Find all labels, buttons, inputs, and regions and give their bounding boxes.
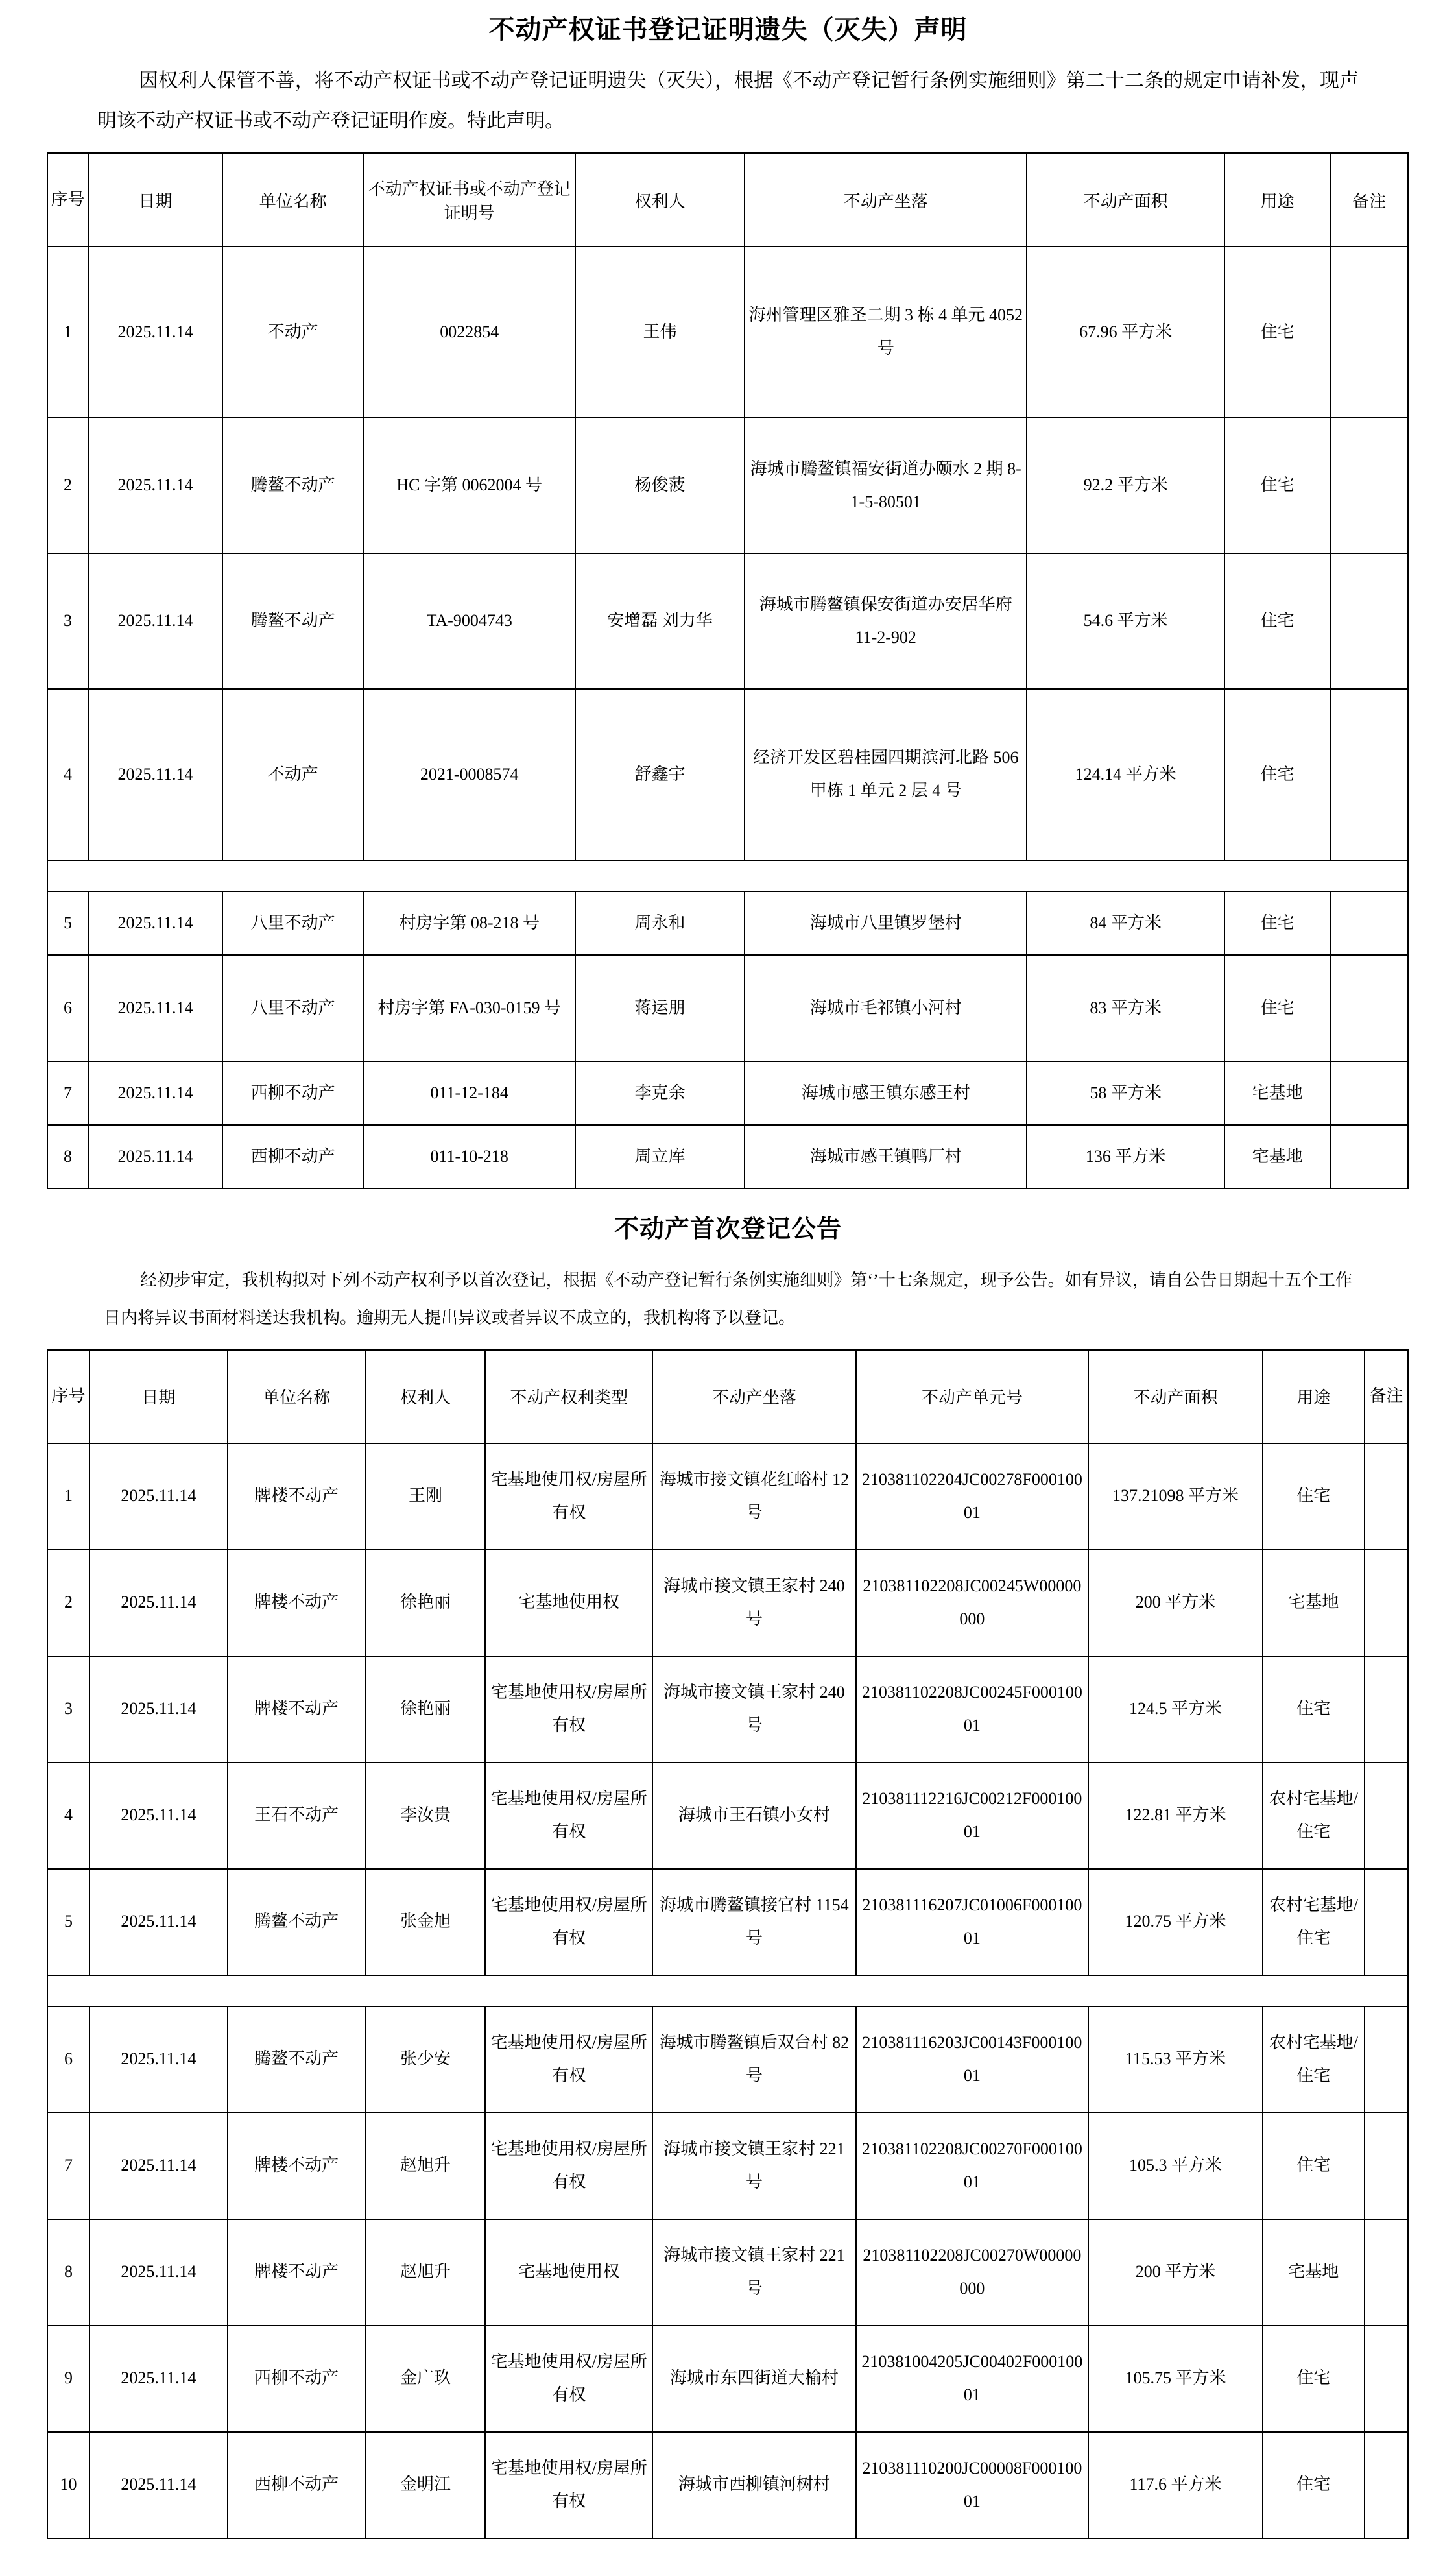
cell-unit-number: 210381116203JC00143F00010001 (856, 2006, 1088, 2113)
cell-right-type: 宅基地使用权/房屋所有权 (485, 2326, 652, 2432)
cell-remark (1365, 1656, 1408, 1763)
cell-date: 2025.11.14 (90, 2113, 228, 2219)
cell-owner: 李克余 (575, 1061, 745, 1125)
announcement-table (47, 1349, 1409, 2539)
declaration-table-body (47, 247, 1408, 1188)
cell-area: 67.96 平方米 (1027, 247, 1224, 418)
cell-area: 105.75 平方米 (1088, 2326, 1263, 2432)
table-header-row (47, 1350, 1408, 1443)
cell-remark (1330, 689, 1408, 860)
table-row (47, 1125, 1408, 1188)
cell-owner: 赵旭升 (366, 2113, 486, 2219)
cell-date: 2025.11.14 (90, 2219, 228, 2326)
cell-serial-number: 8 (47, 2219, 90, 2326)
cell-location: 海城市八里镇罗堡村 (745, 891, 1027, 955)
table-row (47, 418, 1408, 553)
cell-unit-name: 腾鳌不动产 (222, 418, 364, 553)
cell-serial-number: 6 (47, 955, 88, 1061)
cell-unit-name: 西柳不动产 (222, 1061, 364, 1125)
cell-right-type: 宅基地使用权 (485, 2219, 652, 2326)
header-certificate-number: 不动产权证书或不动产登记证明号 (363, 153, 575, 247)
cell-serial-number: 5 (47, 1869, 90, 1975)
cell-location: 经济开发区碧桂园四期滨河北路 506 甲栋 1 单元 2 层 4 号 (745, 689, 1027, 860)
cell-serial-number: 1 (47, 1443, 90, 1550)
table-row (47, 955, 1408, 1061)
cell-owner: 王伟 (575, 247, 745, 418)
announcement-table-body (47, 1443, 1408, 2538)
cell-area: 124.14 平方米 (1027, 689, 1224, 860)
cell-area: 200 平方米 (1088, 1550, 1263, 1656)
cell-owner: 张少安 (366, 2006, 486, 2113)
cell-owner: 金广玖 (366, 2326, 486, 2432)
cell-unit-number: 210381102208JC00270F00010001 (856, 2113, 1088, 2219)
cell-unit-name: 牌楼不动产 (228, 1550, 366, 1656)
cell-serial-number: 9 (47, 2326, 90, 2432)
table-row (47, 1763, 1408, 1869)
table-row (47, 2326, 1408, 2432)
cell-certificate-number: 村房字第 08-218 号 (363, 891, 575, 955)
declaration-table (47, 152, 1409, 1189)
table-row (47, 2113, 1408, 2219)
cell-remark (1330, 553, 1408, 689)
cell-unit-name: 腾鳌不动产 (228, 1869, 366, 1975)
cell-use: 住宅 (1263, 2432, 1365, 2538)
cell-date: 2025.11.14 (88, 689, 222, 860)
cell-area: 120.75 平方米 (1088, 1869, 1263, 1975)
cell-serial-number: 10 (47, 2432, 90, 2538)
table-row (47, 689, 1408, 860)
cell-right-type: 宅基地使用权 (485, 1550, 652, 1656)
cell-location: 海城市接文镇王家村 221 号 (652, 2219, 856, 2326)
cell-certificate-number: 011-12-184 (363, 1061, 575, 1125)
cell-use: 住宅 (1263, 2326, 1365, 2432)
announcement-paragraph: 经初步审定，我机构拟对下列不动产权利予以首次登记，根据《不动产登记暂行条例实施细则》第‘’十七条规定，现予公告。如有异议，请自公告日期起十五个工作日内将异议书面材料送达我机构。逾期无人提出异议或者异议不成立的，我机构将予以登记。 (104, 1270, 1352, 1328)
cell-area: 136 平方米 (1027, 1125, 1224, 1188)
announcement-table-wrap (47, 1349, 1409, 2539)
cell-location: 海城市接文镇王家村 240 号 (652, 1656, 856, 1763)
cell-date: 2025.11.14 (90, 1763, 228, 1869)
cell-use: 住宅 (1224, 891, 1330, 955)
cell-use: 住宅 (1263, 1443, 1365, 1550)
cell-certificate-number: 0022854 (363, 247, 575, 418)
header-unit-number: 不动产单元号 (856, 1350, 1088, 1443)
cell-date: 2025.11.14 (90, 2432, 228, 2538)
cell-remark (1330, 247, 1408, 418)
cell-right-type: 宅基地使用权/房屋所有权 (485, 1763, 652, 1869)
cell-unit-name: 腾鳌不动产 (222, 553, 364, 689)
cell-date: 2025.11.14 (90, 2006, 228, 2113)
cell-serial-number: 4 (47, 689, 88, 860)
declaration-table-head (47, 153, 1408, 247)
cell-owner: 周立库 (575, 1125, 745, 1188)
cell-certificate-number: TA-9004743 (363, 553, 575, 689)
cell-owner: 徐艳丽 (366, 1550, 486, 1656)
header-serial-number: 序号 (47, 1350, 90, 1443)
cell-use: 住宅 (1224, 247, 1330, 418)
cell-location: 海城市接文镇王家村 240 号 (652, 1550, 856, 1656)
table-row (47, 553, 1408, 689)
cell-remark (1365, 2432, 1408, 2538)
cell-owner: 王刚 (366, 1443, 486, 1550)
table-header-row (47, 153, 1408, 247)
cell-right-type: 宅基地使用权/房屋所有权 (485, 2006, 652, 2113)
cell-remark (1365, 2006, 1408, 2113)
cell-date: 2025.11.14 (90, 1656, 228, 1763)
cell-serial-number: 4 (47, 1763, 90, 1869)
cell-owner: 金明江 (366, 2432, 486, 2538)
cell-use: 住宅 (1224, 689, 1330, 860)
cell-unit-name: 八里不动产 (222, 891, 364, 955)
cell-owner: 周永和 (575, 891, 745, 955)
cell-use: 宅基地 (1224, 1125, 1330, 1188)
cell-owner: 徐艳丽 (366, 1656, 486, 1763)
cell-serial-number: 7 (47, 1061, 88, 1125)
cell-certificate-number: 村房字第 FA-030-0159 号 (363, 955, 575, 1061)
cell-unit-name: 八里不动产 (222, 955, 364, 1061)
cell-certificate-number: 011-10-218 (363, 1125, 575, 1188)
cell-right-type: 宅基地使用权/房屋所有权 (485, 1443, 652, 1550)
cell-owner: 杨俊菠 (575, 418, 745, 553)
cell-area: 84 平方米 (1027, 891, 1224, 955)
cell-remark (1330, 891, 1408, 955)
cell-unit-number: 210381102208JC00245W00000000 (856, 1550, 1088, 1656)
cell-location: 海城市接文镇王家村 221 号 (652, 2113, 856, 2219)
table-row (47, 1656, 1408, 1763)
table-row (47, 1443, 1408, 1550)
cell-location: 海城市感王镇东感王村 (745, 1061, 1027, 1125)
cell-date: 2025.11.14 (90, 1443, 228, 1550)
cell-area: 105.3 平方米 (1088, 2113, 1263, 2219)
cell-right-type: 宅基地使用权/房屋所有权 (485, 1656, 652, 1763)
cell-location: 海城市东四街道大榆村 (652, 2326, 856, 2432)
cell-remark (1330, 955, 1408, 1061)
cell-owner: 张金旭 (366, 1869, 486, 1975)
cell-unit-number: 210381102208JC00245F00010001 (856, 1656, 1088, 1763)
cell-owner: 李汝贵 (366, 1763, 486, 1869)
cell-date: 2025.11.14 (88, 553, 222, 689)
table-row (47, 2432, 1408, 2538)
cell-remark (1365, 1869, 1408, 1975)
cell-unit-name: 西柳不动产 (228, 2432, 366, 2538)
header-owner: 权利人 (366, 1350, 486, 1443)
cell-location: 海城市接文镇花红峪村 12 号 (652, 1443, 856, 1550)
cell-location: 海州管理区雅圣二期 3 栋 4 单元 4052 号 (745, 247, 1027, 418)
cell-date: 2025.11.14 (88, 1061, 222, 1125)
table-row (47, 891, 1408, 955)
table-row (47, 2219, 1408, 2326)
cell-date: 2025.11.14 (88, 418, 222, 553)
cell-location: 海城市腾鳌镇后双台村 82 号 (652, 2006, 856, 2113)
cell-unit-name: 王石不动产 (228, 1763, 366, 1869)
cell-location: 海城市感王镇鸭厂村 (745, 1125, 1027, 1188)
cell-area: 137.21098 平方米 (1088, 1443, 1263, 1550)
cell-serial-number: 3 (47, 553, 88, 689)
cell-date: 2025.11.14 (88, 247, 222, 418)
cell-unit-number: 210381110200JC00008F00010001 (856, 2432, 1088, 2538)
cell-serial-number: 2 (47, 418, 88, 553)
cell-certificate-number: HC 字第 0062004 号 (363, 418, 575, 553)
cell-area: 83 平方米 (1027, 955, 1224, 1061)
cell-use: 宅基地 (1263, 1550, 1365, 1656)
cell-area: 115.53 平方米 (1088, 2006, 1263, 2113)
cell-unit-name: 西柳不动产 (222, 1125, 364, 1188)
cell-unit-name: 牌楼不动产 (228, 2219, 366, 2326)
table-row (47, 2006, 1408, 2113)
cell-use: 宅基地 (1224, 1061, 1330, 1125)
header-use: 用途 (1263, 1350, 1365, 1443)
cell-owner: 舒鑫宇 (575, 689, 745, 860)
cell-use: 住宅 (1224, 553, 1330, 689)
cell-serial-number: 1 (47, 247, 88, 418)
header-remark: 备注 (1330, 153, 1408, 247)
cell-unit-name: 不动产 (222, 247, 364, 418)
cell-area: 58 平方米 (1027, 1061, 1224, 1125)
cell-location: 海城市腾鳌镇保安街道办安居华府 11-2-902 (745, 553, 1027, 689)
cell-serial-number: 3 (47, 1656, 90, 1763)
cell-unit-name: 牌楼不动产 (228, 2113, 366, 2219)
cell-area: 92.2 平方米 (1027, 418, 1224, 553)
cell-remark (1330, 418, 1408, 553)
table-row (47, 1869, 1408, 1975)
cell-unit-number: 210381004205JC00402F00010001 (856, 2326, 1088, 2432)
cell-remark (1365, 1443, 1408, 1550)
cell-area: 122.81 平方米 (1088, 1763, 1263, 1869)
table-page-break-gap (47, 860, 1408, 891)
declaration-paragraph: 因权利人保管不善，将不动产权证书或不动产登记证明遗失（灭失），根据《不动产登记暂行条例实施细则》第二十二条的规定申请补发，现声明该不动产权证书或不动产登记证明作废。特此声明。 (97, 70, 1359, 132)
cell-location: 海城市腾鳌镇福安街道办颐水 2 期 8-1-5-80501 (745, 418, 1027, 553)
header-unit-name: 单位名称 (222, 153, 364, 247)
cell-serial-number: 2 (47, 1550, 90, 1656)
cell-unit-name: 西柳不动产 (228, 2326, 366, 2432)
cell-serial-number: 6 (47, 2006, 90, 2113)
header-location: 不动产坐落 (745, 153, 1027, 247)
cell-date: 2025.11.14 (90, 2326, 228, 2432)
cell-unit-number: 210381102208JC00270W00000000 (856, 2219, 1088, 2326)
header-right-type: 不动产权利类型 (485, 1350, 652, 1443)
cell-location: 海城市腾鳌镇接官村 1154 号 (652, 1869, 856, 1975)
cell-remark (1365, 2219, 1408, 2326)
cell-date: 2025.11.14 (88, 955, 222, 1061)
cell-owner: 赵旭升 (366, 2219, 486, 2326)
cell-serial-number: 8 (47, 1125, 88, 1188)
cell-use: 农村宅基地/住宅 (1263, 1763, 1365, 1869)
cell-unit-name: 不动产 (222, 689, 364, 860)
cell-certificate-number: 2021-0008574 (363, 689, 575, 860)
cell-location: 海城市西柳镇河树村 (652, 2432, 856, 2538)
cell-area: 54.6 平方米 (1027, 553, 1224, 689)
header-area: 不动产面积 (1027, 153, 1224, 247)
cell-remark (1365, 1550, 1408, 1656)
cell-unit-number: 210381116207JC01006F00010001 (856, 1869, 1088, 1975)
header-owner: 权利人 (575, 153, 745, 247)
cell-use: 住宅 (1263, 2113, 1365, 2219)
cell-unit-number: 210381112216JC00212F00010001 (856, 1763, 1088, 1869)
cell-date: 2025.11.14 (90, 1550, 228, 1656)
cell-unit-name: 牌楼不动产 (228, 1443, 366, 1550)
cell-remark (1365, 1763, 1408, 1869)
cell-right-type: 宅基地使用权/房屋所有权 (485, 2432, 652, 2538)
cell-unit-name: 牌楼不动产 (228, 1656, 366, 1763)
table-row (47, 1550, 1408, 1656)
cell-use: 农村宅基地/住宅 (1263, 1869, 1365, 1975)
cell-use: 住宅 (1224, 955, 1330, 1061)
cell-owner: 安增磊 刘力华 (575, 553, 745, 689)
cell-unit-number: 210381102204JC00278F00010001 (856, 1443, 1088, 1550)
cell-use: 宅基地 (1263, 2219, 1365, 2326)
cell-location: 海城市毛祁镇小河村 (745, 955, 1027, 1061)
cell-serial-number: 7 (47, 2113, 90, 2219)
cell-date: 2025.11.14 (88, 1125, 222, 1188)
cell-remark (1330, 1061, 1408, 1125)
cell-area: 117.6 平方米 (1088, 2432, 1263, 2538)
cell-remark (1330, 1125, 1408, 1188)
header-serial-number: 序号 (47, 153, 88, 247)
cell-date: 2025.11.14 (90, 1869, 228, 1975)
cell-date: 2025.11.14 (88, 891, 222, 955)
cell-right-type: 宅基地使用权/房屋所有权 (485, 2113, 652, 2219)
table-row (47, 1061, 1408, 1125)
cell-use: 住宅 (1263, 1656, 1365, 1763)
table-row (47, 247, 1408, 418)
cell-unit-name: 腾鳌不动产 (228, 2006, 366, 2113)
header-area: 不动产面积 (1088, 1350, 1263, 1443)
cell-owner: 蒋运朋 (575, 955, 745, 1061)
cell-right-type: 宅基地使用权/房屋所有权 (485, 1869, 652, 1975)
header-remark: 备注 (1365, 1350, 1408, 1443)
cell-area: 200 平方米 (1088, 2219, 1263, 2326)
declaration-title: 不动产权证书登记证明遗失（灭失）声明 (488, 15, 968, 44)
announcement-title: 不动产首次登记公告 (614, 1216, 842, 1243)
cell-use: 住宅 (1224, 418, 1330, 553)
cell-area: 124.5 平方米 (1088, 1656, 1263, 1763)
cell-remark (1365, 2326, 1408, 2432)
cell-serial-number: 5 (47, 891, 88, 955)
announcement-table-head (47, 1350, 1408, 1443)
cell-remark (1365, 2113, 1408, 2219)
header-location: 不动产坐落 (652, 1350, 856, 1443)
table-page-break-gap (47, 1975, 1408, 2006)
declaration-table-wrap (47, 152, 1409, 1189)
header-unit-name: 单位名称 (228, 1350, 366, 1443)
header-date: 日期 (88, 153, 222, 247)
header-use: 用途 (1224, 153, 1330, 247)
cell-location: 海城市王石镇小女村 (652, 1763, 856, 1869)
cell-use: 农村宅基地/住宅 (1263, 2006, 1365, 2113)
header-date: 日期 (90, 1350, 228, 1443)
